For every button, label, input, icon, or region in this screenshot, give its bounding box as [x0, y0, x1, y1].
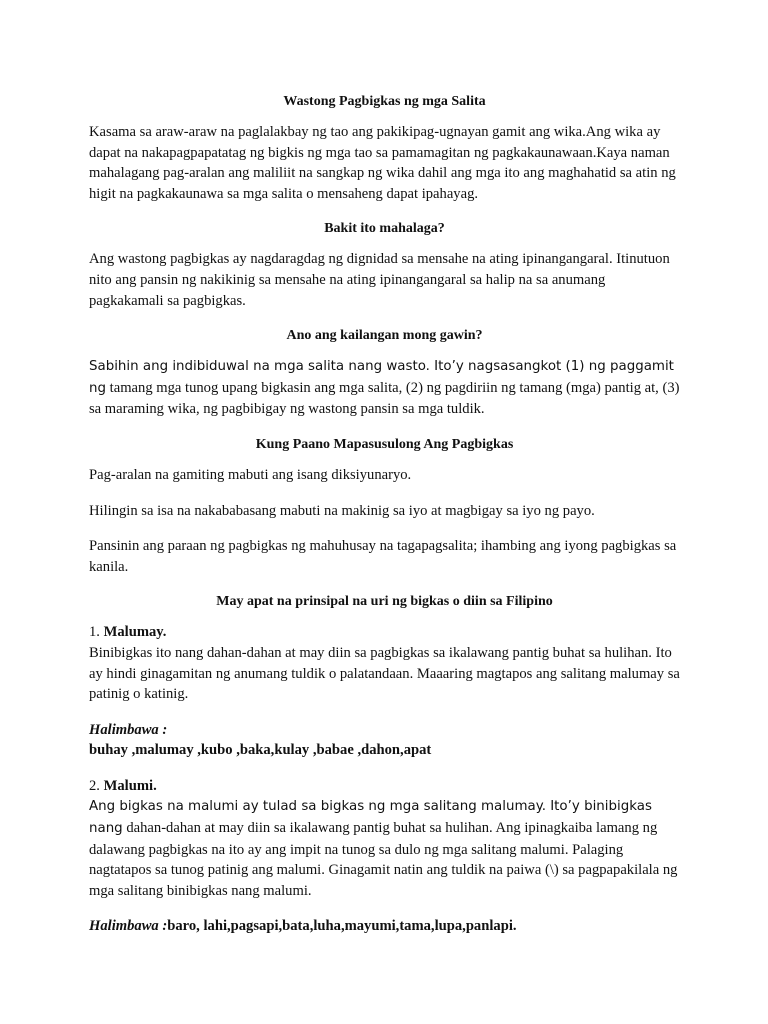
item-number: 2.	[89, 777, 100, 794]
tip-paragraph: Pag-aralan na gamiting mabuti ang isang diksiyunaryo.	[89, 466, 412, 483]
document-title: Wastong Pagbigkas ng mga Salita	[283, 94, 486, 109]
what-to-do-paragraph	[89, 356, 680, 420]
item-body: Binibigkas ito nang dahan-dahan at may diin sa pagbigkas sa ikalawang pantig buhat sa hulihan. Ito ay hindi ginagamitan ng anumang tuldik o palatandaan. Maaaring magtapos ang salitang malumay sa patinig o katinig.	[89, 644, 680, 703]
section-heading-improve: Kung Paano Mapasusulong Ang Pagbigkas	[255, 436, 514, 452]
tip-paragraph: Hilingin sa isa na nakababasang mabuti na makinig sa iyo at magbigay sa iyo ng payo.	[89, 502, 595, 519]
what-to-do-rest: tamang mga tunog upang bigkasin ang mga salita, (2) ng pagdiriin ng tamang (mga) pantig at, (3) sa maraming wika, ng pagbibigay ng wastong pansin sa mga tuldik.	[89, 379, 680, 418]
stress-type-item	[89, 622, 680, 704]
item-title: Malumay.	[103, 624, 167, 641]
tip-paragraph: Pansinin ang paraan ng pagbigkas ng mahuhusay na tagapagsalita; ihambing ang iyong pagbigkas sa kanila.	[89, 538, 677, 575]
what-to-do-first-line: Sabihin ang indibiduwal na mga salita nang wasto. Ito’y nagsasangkot (1) ng paggamit ng	[89, 359, 674, 396]
example-words: baro, lahi,pagsapi,bata,luha,mayumi,tama,lupa,panlapi.	[167, 918, 517, 935]
item-body-rest: dahan-dahan at may diin sa ikalawang pantig buhat sa hulihan. Ang ipinagkaiba lamang ng dalawang pagbigkas na ito ay ang impit na tunog sa dulo ng mga salitang malumi. Palaging nagtatapos sa tunog patinig ang malumi. Ginagamit natin ang tuldik na paiwa (\) sa pagpapakilala ng mga salitang binibigkas nang malumi.	[89, 820, 678, 899]
example-words: buhay ,malumay ,kubo ,baka,kulay ,babae ,dahon,apat	[89, 742, 432, 759]
example-label: Halimbawa :	[89, 721, 168, 738]
item-body-first-line: Ang bigkas na malumi ay tulad sa bigkas ng mga salitang malumay. Ito’y binibigkas nang	[89, 799, 652, 837]
stress-type-item	[89, 776, 680, 902]
item-number: 1.	[89, 624, 100, 641]
section-heading-stress-types: May apat na prinsipal na uri ng bigkas o diin sa Filipino	[216, 594, 553, 610]
section-heading-what-to-do: Ano ang kailangan mong gawin?	[286, 328, 483, 344]
example-block	[89, 916, 680, 937]
importance-paragraph: Ang wastong pagbigkas ay nagdaragdag ng dignidad sa mensahe na ating ipinangangaral. Itinutuon nito ang pansin ng nakikinig sa mensahe na ating ipinangangaral sa halip na sa anumang pagkakamali sa pagbigkas.	[89, 251, 670, 309]
item-title: Malumi.	[103, 777, 157, 794]
example-label: Halimbawa :	[89, 918, 168, 935]
intro-paragraph: Kasama sa araw-araw na paglalakbay ng tao ang pakikipag-ugnayan gamit ang wika.Ang wika ay dapat na nakapagpapatatag ng bigkis ng mga tao sa pamamagitan ng pagkakaunawaan.Kaya naman mahalagang pag-aralan ang maliliit na sangkap ng wika dahil ang mga ito ang maghahatid sa atin ng higit na pagkakaunawa sa mga salita o mensaheng dapat ipahayag.	[89, 124, 676, 202]
example-block	[89, 720, 680, 761]
section-heading-importance: Bakit ito mahalaga?	[324, 221, 445, 237]
